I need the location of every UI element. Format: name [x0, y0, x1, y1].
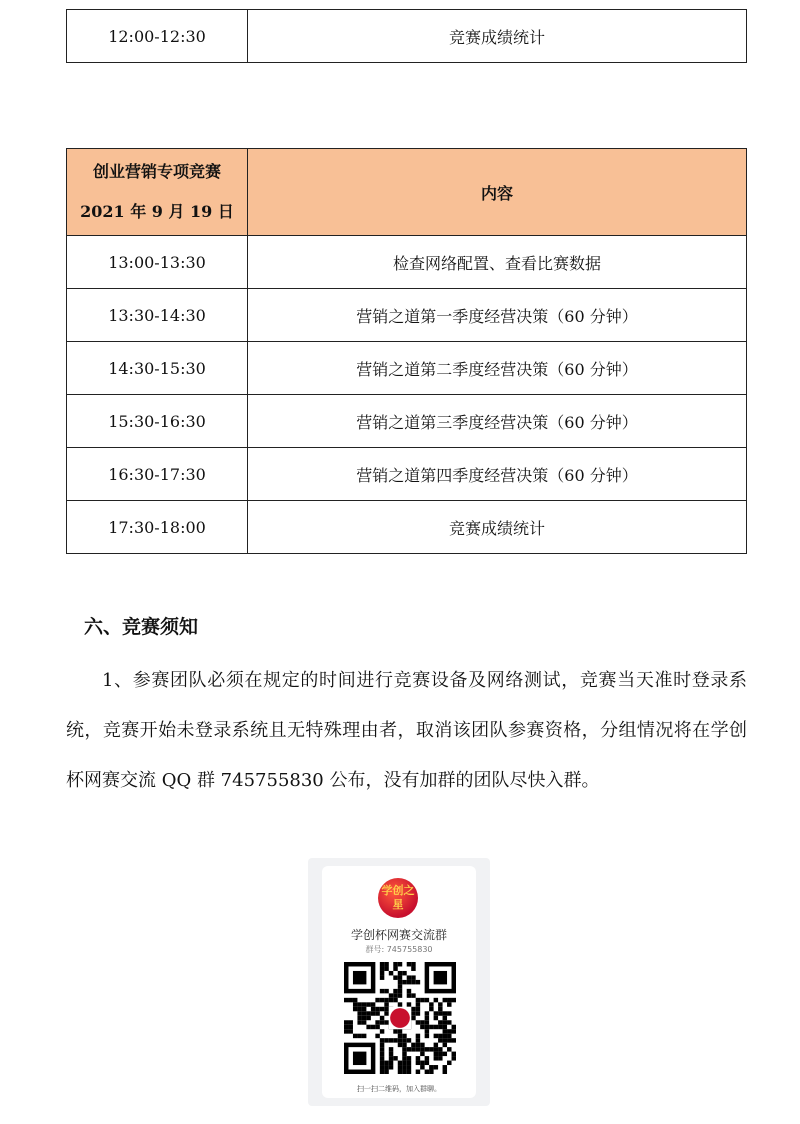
qr-card [308, 858, 490, 1106]
time-cell: 13:30-14:30 [67, 289, 248, 342]
content-cell: 营销之道第四季度经营决策（60 分钟） [248, 448, 747, 501]
header-time-cell [67, 149, 248, 236]
schedule-table-top [66, 9, 747, 63]
time-cell: 14:30-15:30 [67, 342, 248, 395]
content-cell: 营销之道第三季度经营决策（60 分钟） [248, 395, 747, 448]
group-logo: 学创之星 [378, 878, 418, 918]
time-cell: 12:00-12:30 [67, 10, 248, 63]
table-row [67, 395, 747, 448]
table-row [67, 342, 747, 395]
table-row [67, 10, 747, 63]
schedule-table-main [66, 148, 747, 554]
table-header-row [67, 149, 747, 236]
content-cell: 竞赛成绩统计 [248, 501, 747, 554]
content-cell: 营销之道第二季度经营决策（60 分钟） [248, 342, 747, 395]
time-cell: 15:30-16:30 [67, 395, 248, 448]
table-row [67, 236, 747, 289]
competition-date: 2021 年 9 月 19 日 [80, 202, 234, 221]
qr-code-icon[interactable] [344, 962, 456, 1074]
header-content-cell: 内容 [248, 149, 747, 236]
notice-paragraph: 1、参赛团队必须在规定的时间进行竞赛设备及网络测试，竞赛当天准时登录系统，竞赛开始未登录系统且无特殊理由者，取消该团队参赛资格，分组情况将在学创杯网赛交流 QQ 群 745755830 公布，没有加群的团队尽快入群。 [66, 670, 747, 791]
time-cell: 16:30-17:30 [67, 448, 248, 501]
table-row [67, 289, 747, 342]
content-cell: 检查网络配置、查看比赛数据 [248, 236, 747, 289]
time-cell: 17:30-18:00 [67, 501, 248, 554]
competition-title: 创业营销专项竞赛 [92, 162, 221, 181]
group-name: 学创杯网赛交流群 [350, 928, 447, 942]
group-number: 群号: 745755830 [365, 945, 433, 954]
scan-tip: 扫一扫二维码，加入群聊。 [357, 1085, 441, 1093]
qr-card-inner [322, 866, 476, 1098]
table-row [67, 448, 747, 501]
table-row [67, 501, 747, 554]
time-cell: 13:00-13:30 [67, 236, 248, 289]
section-title: 六、竞赛须知 [84, 616, 199, 638]
content-cell: 竞赛成绩统计 [248, 10, 747, 63]
content-cell: 营销之道第一季度经营决策（60 分钟） [248, 289, 747, 342]
